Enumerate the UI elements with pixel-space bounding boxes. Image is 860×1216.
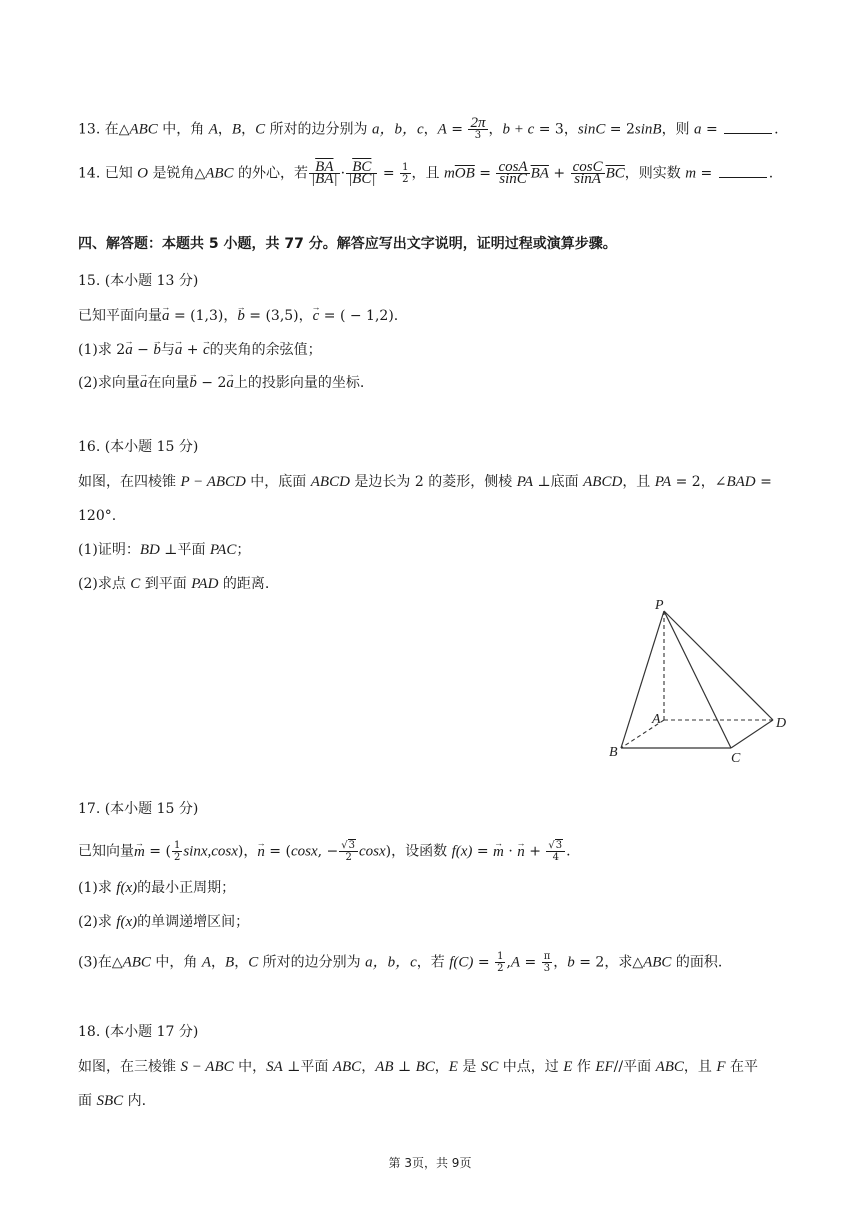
section-heading: 四、解答题：本题共 5 小题，共 77 分。解答应写出文字说明，证明过程或演算步骤。 (78, 236, 617, 252)
fraction (400, 162, 410, 185)
math: O (137, 165, 149, 182)
math: m (443, 165, 455, 182)
numerator: cosA (498, 159, 528, 175)
math: f(C) (449, 954, 474, 971)
text: ，且 (683, 1059, 717, 1075)
text: ⊥平面 (282, 1059, 333, 1075)
edge-pc (664, 611, 731, 748)
text: = 2，求△ (574, 954, 644, 971)
text: 的夹角的余弦值； (209, 342, 322, 358)
label-d: D (776, 716, 787, 731)
question-16-part2 (78, 574, 269, 594)
vector: → b (237, 306, 245, 326)
text: ，则 (661, 121, 695, 138)
math: BAD (726, 474, 756, 490)
math: cosx (290, 843, 318, 860)
denominator: 2 (402, 174, 409, 185)
denominator: |BC| (348, 171, 376, 187)
text: 到平面 (140, 576, 192, 592)
vector: $\overline{BC}$ (605, 165, 625, 182)
math: A (437, 121, 447, 138)
text: 的外心，若 (233, 165, 309, 182)
text: 所对的边分别为 (265, 121, 372, 138)
text: ， (423, 121, 438, 138)
question-13 (78, 115, 779, 141)
math: PA (516, 474, 534, 490)
vector: → a (175, 340, 183, 360)
vector: $\overline{BA}$ (530, 165, 549, 182)
text: = (474, 165, 496, 182)
label-a: A (652, 712, 661, 727)
fraction (346, 159, 377, 187)
math: PAC (209, 542, 237, 558)
question-17-part2 (78, 912, 249, 932)
text: 如图，在四棱锥 (78, 474, 181, 490)
text: (3)在△ (78, 954, 123, 971)
question-17-part1 (78, 878, 235, 898)
math: B (225, 954, 235, 971)
math: a，b，c (372, 121, 424, 138)
text: ， (217, 121, 232, 138)
text: = 2 (605, 121, 635, 138)
vector: → m (493, 842, 504, 862)
label-b: B (609, 745, 618, 760)
math: AB (375, 1059, 394, 1075)
denominator: 2 (173, 852, 181, 863)
vector: → a (140, 373, 148, 393)
text: = ( (264, 843, 291, 860)
text: , − (317, 843, 339, 860)
vector: → b (153, 340, 161, 360)
text: 内. (123, 1093, 147, 1109)
text: (2)求点 (78, 576, 131, 592)
math: f(x) (116, 880, 138, 896)
label-c: C (731, 751, 741, 766)
denominator: sinC (499, 171, 527, 187)
text: , (506, 954, 511, 971)
math: SBC (96, 1093, 124, 1109)
math: C (255, 121, 266, 138)
text: + (524, 843, 546, 860)
denominator: 2 (345, 852, 352, 863)
fraction (172, 840, 182, 863)
text: (2)求向量 (78, 375, 140, 391)
math: ABC (122, 954, 151, 971)
math: C (248, 954, 259, 971)
text: 在向量 (147, 375, 190, 391)
text: 是 (457, 1059, 481, 1075)
text: //平面 (613, 1059, 656, 1075)
denominator: 4 (552, 852, 559, 863)
fraction (468, 115, 487, 141)
label-p: P (655, 598, 664, 613)
denominator: |BA| (311, 171, 338, 187)
text: . (768, 165, 774, 182)
math: E (448, 1059, 458, 1075)
text: 的最小正周期； (137, 880, 236, 896)
vector: → c (313, 306, 320, 326)
vector: → a (125, 340, 133, 360)
math: A (201, 954, 212, 971)
math: ABCD (583, 474, 623, 490)
text: . (566, 843, 571, 860)
text: 作 (572, 1059, 596, 1075)
math: ABC (643, 954, 672, 971)
numerator: cosC (572, 159, 603, 175)
numerator: $\overline{BC}$ (346, 162, 377, 174)
text: · (503, 843, 518, 860)
math: BC (415, 1059, 435, 1075)
text: + (182, 342, 203, 358)
numerator (546, 840, 565, 852)
text: 与 (160, 342, 175, 358)
math: P − ABCD (180, 474, 246, 490)
text: = (1,3)， (169, 308, 238, 324)
text: = (446, 121, 468, 138)
math: EF (595, 1059, 614, 1075)
math: ABC (655, 1059, 684, 1075)
text: )，设函数 (385, 843, 452, 860)
text: (1)求 (78, 880, 117, 896)
text: − 2 (196, 375, 227, 391)
question-18-stem-cont (78, 1091, 146, 1111)
math: B (231, 121, 242, 138)
math: PA (654, 474, 672, 490)
math: m (685, 165, 697, 182)
vector: → b (189, 373, 197, 393)
edge-pb (621, 611, 664, 748)
math: a，b，c (365, 954, 417, 971)
denominator: 2 (497, 963, 504, 974)
text: + (548, 165, 570, 182)
text: 中，角 (150, 954, 202, 971)
math: ABC (332, 1059, 362, 1075)
denominator: sinA (574, 171, 601, 187)
text: ⊥底面 (533, 474, 584, 490)
text: = 2，∠ (671, 474, 727, 490)
fraction (309, 159, 340, 187)
text: . (774, 121, 779, 138)
text: ， (361, 1059, 376, 1075)
numerator: π (543, 951, 551, 962)
numerator: 1 (497, 951, 504, 962)
math: b + c (502, 121, 535, 138)
fraction (571, 159, 605, 187)
math: sinC (577, 121, 606, 138)
text: ， (241, 121, 256, 138)
text: ， (553, 954, 568, 971)
text: 是边长为 2 的菱形，侧棱 (349, 474, 517, 490)
text: ，则实数 (624, 165, 686, 182)
text: · (340, 165, 346, 182)
question-17-stem (78, 840, 571, 863)
math: ABC (129, 121, 158, 138)
math: sinx,cosx (183, 843, 238, 860)
question-18-title: 18. (本小题 17 分) (78, 1024, 199, 1040)
page-footer: 第 3页，共 9页 (388, 1156, 472, 1170)
text: ； (236, 542, 251, 558)
answer-blank (719, 163, 767, 178)
math: PAD (191, 576, 219, 592)
pyramid-figure (605, 595, 805, 770)
math: BD (139, 542, 160, 558)
question-16-stem (78, 472, 772, 492)
edge-cd (731, 720, 773, 748)
text: 所对的边分别为 (258, 954, 366, 971)
text: 中点，过 (498, 1059, 564, 1075)
question-18-stem (78, 1057, 758, 1077)
text: = ( − 1,2). (319, 308, 399, 324)
math: ABCD (310, 474, 350, 490)
text: 上的投影向量的坐标. (233, 375, 365, 391)
text: 的距离. (218, 576, 270, 592)
text: 是锐角△ (148, 165, 206, 182)
text: (2)求 (78, 914, 117, 930)
vector: → a (162, 306, 170, 326)
math: A (510, 954, 521, 971)
vector: → m (134, 842, 145, 862)
math: f(x) (116, 914, 138, 930)
radicand: 3 (348, 840, 355, 851)
fraction (546, 840, 565, 863)
numerator: $\overline{BA}$ (309, 162, 340, 174)
numerator: 1 (173, 840, 181, 851)
math: C (130, 576, 141, 592)
text: ，若 (416, 954, 450, 971)
text: = (755, 474, 772, 490)
text: 13. 在△ (78, 121, 130, 138)
text: )， (237, 843, 258, 860)
math: SA (266, 1059, 283, 1075)
text: = ( (144, 843, 171, 860)
text: = (473, 954, 495, 971)
denominator: 3 (474, 130, 482, 141)
text: ⊥ (393, 1059, 416, 1075)
edge-pd (664, 611, 773, 720)
math: A (208, 121, 218, 138)
vector: $\overline{OB}$ (454, 165, 475, 182)
text: 中，底面 (245, 474, 311, 490)
text: = 3， (534, 121, 578, 138)
text: ⊥平面 (159, 542, 210, 558)
numerator (339, 840, 358, 852)
vector: → c (203, 340, 210, 360)
text: ， (488, 121, 503, 138)
text: = (696, 165, 717, 182)
question-17-title: 17. (本小题 15 分) (78, 801, 199, 817)
text: 已知向量 (78, 843, 134, 860)
text: 如图，在三棱锥 (78, 1059, 181, 1075)
question-15-title: 15. (本小题 13 分) (78, 273, 199, 289)
math: S − ABC (180, 1059, 234, 1075)
question-14 (78, 159, 774, 187)
text: 中，角 (157, 121, 209, 138)
text: ，且 (411, 165, 444, 182)
text: 中， (233, 1059, 267, 1075)
question-17-part3 (78, 951, 722, 974)
text: (1)证明： (78, 542, 140, 558)
math: F (716, 1059, 726, 1075)
text: ， (234, 954, 249, 971)
text: (1)求 2 (78, 342, 126, 358)
math: E (563, 1059, 573, 1075)
question-15-part1 (78, 340, 322, 360)
text: ， (211, 954, 226, 971)
fraction (339, 840, 358, 863)
math: sinB (634, 121, 662, 138)
vector: → n (517, 842, 525, 862)
numerator: 1 (402, 162, 409, 173)
math: a (694, 121, 702, 138)
text: 14. 已知 (78, 165, 138, 182)
question-16-part1 (78, 540, 250, 560)
radicand: 3 (555, 840, 563, 851)
fraction (496, 159, 529, 187)
question-16-stem-cont: 120°. (78, 508, 117, 524)
fraction (495, 951, 505, 974)
math: f(x) (451, 843, 473, 860)
text: ，且 (622, 474, 655, 490)
vector: → a (226, 373, 234, 393)
text: 的面积. (671, 954, 723, 971)
text: = (701, 121, 723, 138)
text: 面 (78, 1093, 97, 1109)
sqrt-sign: √3 (548, 840, 563, 851)
numerator: 2π (470, 115, 486, 131)
text: − (132, 342, 154, 358)
text: = (378, 165, 400, 182)
sqrt-sign: √3 (341, 840, 355, 851)
question-16-title: 16. (本小题 15 分) (78, 439, 199, 455)
math: SC (480, 1059, 499, 1075)
text: 的单调递增区间； (137, 914, 250, 930)
text: ， (434, 1059, 449, 1075)
text: = (472, 843, 494, 860)
vector: → n (257, 842, 265, 862)
text: = (520, 954, 541, 971)
math: b (567, 954, 575, 971)
text: 在平 (725, 1059, 758, 1075)
text: = (3,5)， (244, 308, 313, 324)
question-15-part2 (78, 373, 364, 393)
text: 已知平面向量 (78, 308, 162, 324)
math: cosx (359, 843, 386, 860)
fraction (542, 951, 553, 974)
question-15-stem (78, 306, 398, 326)
answer-blank (724, 119, 772, 134)
denominator: 3 (543, 963, 551, 974)
math: ABC (205, 165, 234, 182)
